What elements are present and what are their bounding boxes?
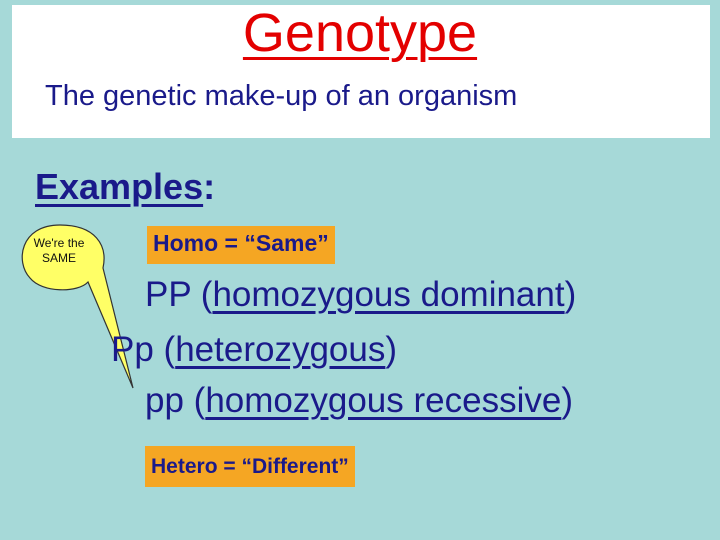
line-term: homozygous dominant bbox=[212, 275, 565, 314]
slide-title: Genotype bbox=[242, 3, 478, 63]
genotype-line-pp-dominant bbox=[145, 275, 576, 315]
line-suffix: ) bbox=[561, 381, 573, 420]
line-prefix: Pp ( bbox=[111, 330, 176, 369]
line-prefix: pp ( bbox=[145, 381, 206, 420]
homo-callout: Homo = “Same” bbox=[147, 226, 335, 264]
slide-subtitle: The genetic make-up of an organism bbox=[45, 80, 518, 112]
line-term: homozygous recessive bbox=[205, 381, 562, 420]
examples-label: Examples bbox=[35, 166, 204, 207]
line-term: heterozygous bbox=[175, 330, 386, 369]
genotype-line-heterozygous bbox=[111, 330, 397, 370]
line-suffix: ) bbox=[564, 275, 577, 314]
line-prefix: PP ( bbox=[145, 275, 213, 314]
line-suffix: ) bbox=[385, 330, 397, 369]
genotype-line-pp-recessive bbox=[145, 381, 573, 421]
hetero-callout: Hetero = “Different” bbox=[145, 446, 355, 487]
speech-bubble-text: We're the SAME bbox=[33, 236, 85, 265]
examples-colon: : bbox=[203, 166, 216, 207]
